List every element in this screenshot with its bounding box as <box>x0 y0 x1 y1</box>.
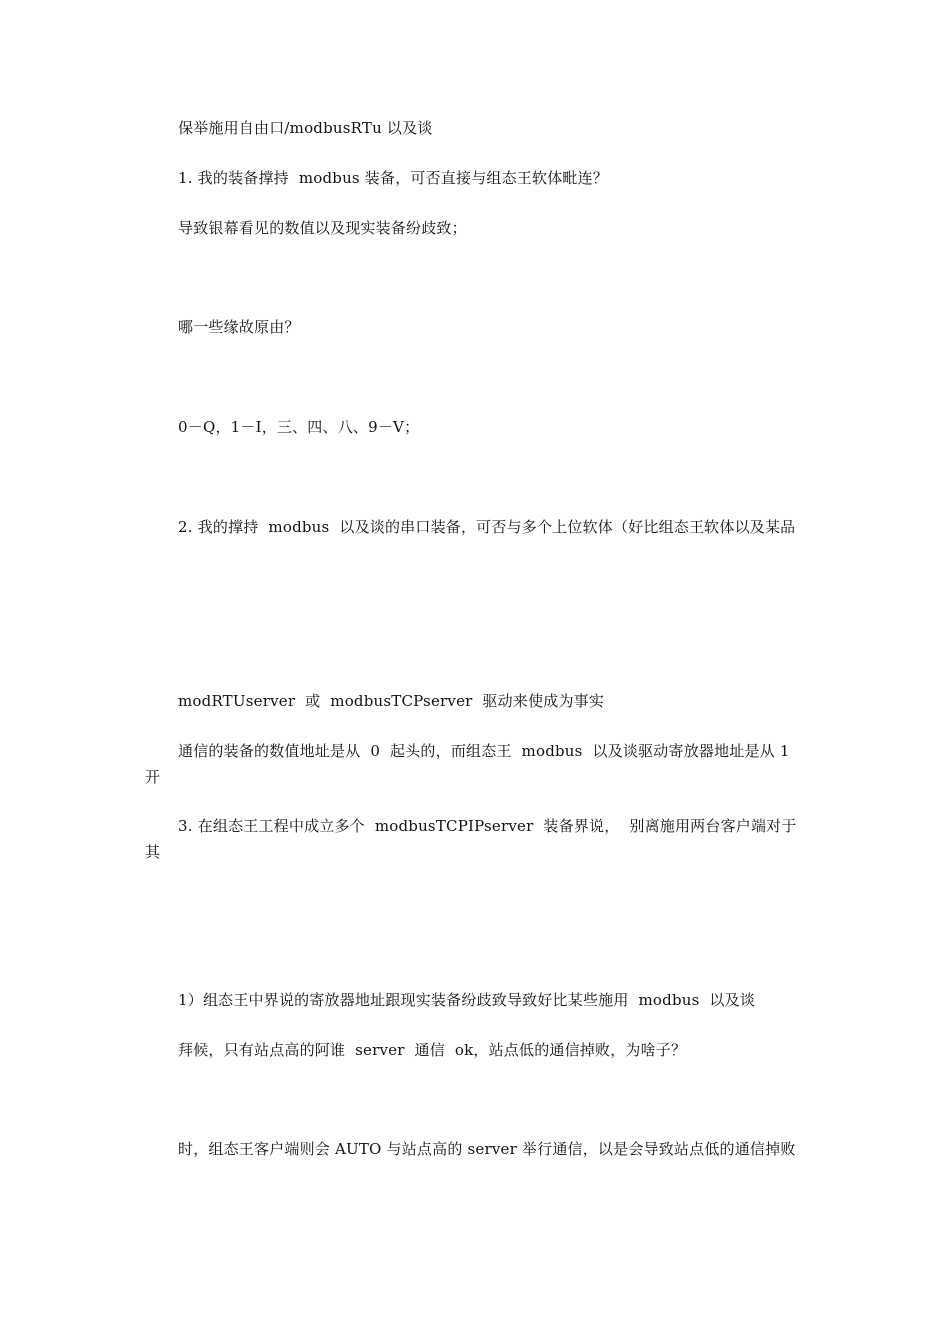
paragraph: 保举施用自由口/modbusRTu 以及谈 <box>178 119 433 137</box>
paragraph: 哪一些缘故原由？ <box>178 318 300 336</box>
paragraph: 2. 我的撑持 modbus 以及谈的串口装备，可否与多个上位软体（好比组态王软体以及某品 <box>178 518 796 536</box>
paragraph: 拜候，只有站点高的阿谁 server 通信 ok，站点低的通信掉败，为啥子？ <box>178 1041 687 1059</box>
paragraph: 1）组态王中界说的寄放器地址跟现实装备纷歧致导致好比某些施用 modbus 以及谈 <box>178 991 756 1009</box>
paragraph: 3. 在组态王工程中成立多个 modbusTCPIPserver 装备界说， 别离施用两台客户端对于其 <box>145 817 797 861</box>
paragraph: 时，组态王客户端则会 AUTO 与站点高的 server 举行通信，以是会导致站点低的通信掉败 <box>178 1140 796 1158</box>
paragraph: 导致银幕看见的数值以及现实装备纷歧致； <box>178 219 467 237</box>
paragraph: modRTUserver 或 modbusTCPserver 驱动来使成为事实 <box>178 692 605 710</box>
paragraph: 1. 我的装备撑持 modbus 装备，可否直接与组态王软体毗连？ <box>178 169 609 187</box>
paragraph: 0－Q，1－I，三、四、八、9－V； <box>178 418 420 436</box>
paragraph: 通信的装备的数值地址是从 0 起头的，而组态王 modbus 以及谈驱动寄放器地址是从 1 开 <box>145 742 795 786</box>
